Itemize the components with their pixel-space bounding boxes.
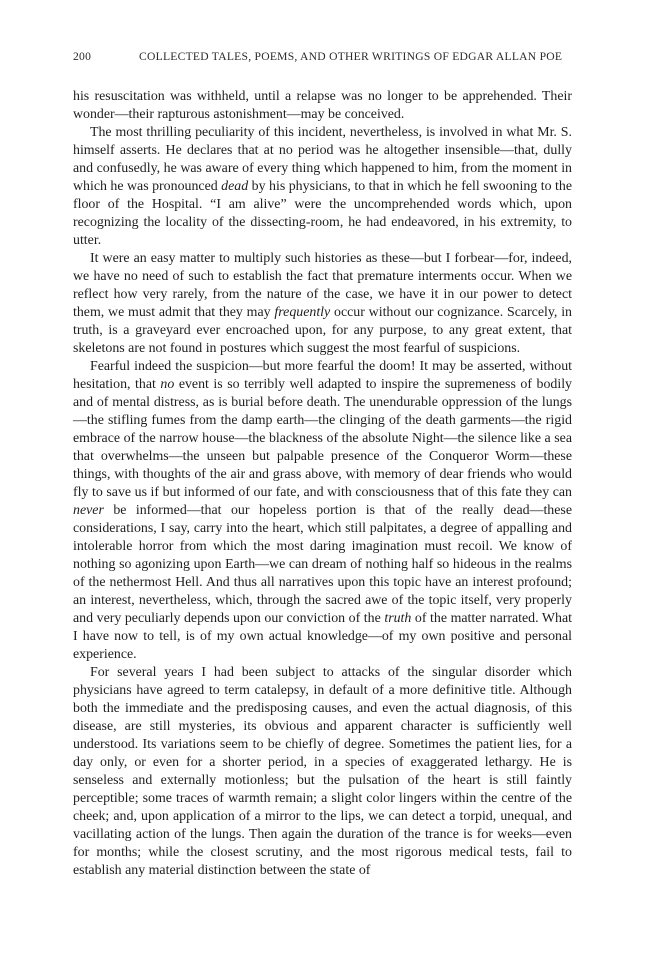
italic-text: no: [160, 377, 175, 392]
italic-text: dead: [221, 179, 249, 194]
text-run: his resuscitation was withheld, until a relapse was no longer to be apprehended. Their wonder—their rapturous astonishment—may be conceived.: [73, 89, 572, 122]
body-text: [73, 88, 572, 880]
paragraph: [73, 358, 572, 664]
text-run: For several years I had been subject to attacks of the singular disorder which physicians have agreed to term catalepsy, in default of a more definitive title. Although both the immediate and the predisposing causes, and even the actual diagnosis, of this disease, are still mysteries, its obvious and apparent character is sufficiently well understood. Its variations seem to be chiefly of degree. Sometimes the patient lies, for a day only, or even for a shorter period, in a species of exaggerated lethargy. He is senseless and externally motionless; but the pulsation of the heart is still faintly perceptible; some traces of warmth remain; a slight color lingers within the centre of the cheek; and, upon application of a mirror to the lips, we can detect a torpid, unequal, and vacillating action of the lungs. Then again the duration of the trance is for weeks—even for months; while the closest scrutiny, and the most rigorous medical tests, fail to establish any material distinction between the state of: [73, 665, 572, 878]
text-run: Fearful indeed the suspicion—but more fearful the doom! It may be asserted, without hesitation, that: [73, 359, 572, 392]
running-header-title: COLLECTED TALES, POEMS, AND OTHER WRITINGS OF EDGAR ALLAN POE: [139, 50, 563, 63]
text-run: by his physicians, to that in which he fell swooning to the floor of the Hospital. “I am alive” were the uncomprehended words which, upon recognizing the locality of the dissecting-room, he had endeavored, in his extremity, to utter.: [73, 179, 572, 248]
text-run: It were an easy matter to multiply such histories as these—but I forbear—for, indeed, we have no need of such to establish the fact that premature interments occur. When we reflect how very rarely, from the nature of the case, we have it in our power to detect them, we must admit that they may: [73, 251, 572, 320]
page-number: 200: [73, 50, 92, 63]
text-run: of the matter narrated. What I have now to tell, is of my own actual knowledge—of my own positive and personal experience.: [73, 611, 572, 662]
paragraph: [73, 88, 572, 124]
text-run: The most thrilling peculiarity of this incident, nevertheless, is involved in what Mr. S. himself asserts. He declares that at no period was he altogether insensible—that, dully and confusedly, he was aware of every thing which happened to him, from the moment in which he was pronounced: [73, 125, 572, 194]
text-run: occur without our cognizance. Scarcely, in truth, is a graveyard ever encroached upon, for any purpose, to any great extent, that skeletons are not found in postures which suggest the most fearful of suspicions.: [73, 305, 572, 356]
text-run: be informed—that our hopeless portion is that of the really dead—these considerations, I say, carry into the heart, which still palpitates, a degree of appalling and intolerable horror from which the most daring imagination must recoil. We know of nothing so agonizing upon Earth—we can dream of nothing half so hideous in the realms of the nethermost Hell. And thus all narratives upon this topic have an interest profound; an interest, nevertheless, which, through the sacred awe of the topic itself, very properly and very peculiarly depends upon our conviction of the: [73, 503, 572, 626]
italic-text: truth: [384, 611, 412, 626]
italic-text: never: [73, 503, 104, 518]
paragraph: [73, 664, 572, 880]
text-run: event is so terribly well adapted to inspire the supremeness of bodily and of mental distress, as is burial before death. The unendurable oppression of the lungs—the stifling fumes from the damp earth—the clinging of the death garments—the rigid embrace of the narrow house—the blackness of the absolute Night—the silence like a sea that overwhelms—the unseen but palpable presence of the Conqueror Worm—these things, with thoughts of the air and grass above, with memory of dear friends who would fly to save us if but informed of our fate, and with consciousness that of this fate they can: [73, 377, 572, 500]
running-header: [73, 50, 572, 63]
paragraph: [73, 250, 572, 358]
italic-text: frequently: [274, 305, 331, 320]
paragraph: [73, 124, 572, 250]
